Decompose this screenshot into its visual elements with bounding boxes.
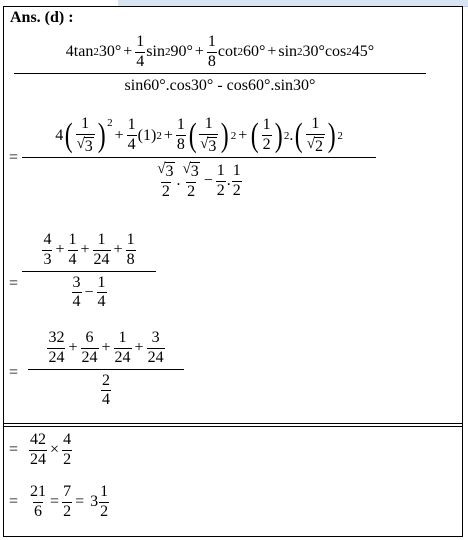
fn-sin: sin [278,43,298,61]
d: 4 [102,391,111,409]
op-plus: + [68,339,78,357]
d: 4 [127,136,136,154]
paren-left: ( [64,116,73,154]
n [156,161,175,182]
paren-right: ) [327,116,336,154]
frac-1-sqrt3 [76,116,95,155]
radicand: 2 [314,137,323,155]
d: 24 [114,348,131,366]
simplified-fraction [22,232,156,311]
frac-sqrt3-2 [182,161,201,200]
n: 1 [136,33,145,50]
op-plus: + [80,241,90,259]
n: 1 [118,329,127,346]
frac-1-4 [127,117,137,154]
frac-7-2 [62,484,72,521]
frac-1-2 [262,117,272,154]
op-plus: + [134,339,144,357]
n: 1 [126,231,135,248]
d: 3 [43,250,52,268]
paren-left: ( [188,116,197,154]
denominator-expression: sin60°.cos30° - cos60°.sin30° [124,76,316,94]
n: 21 [30,483,47,500]
op-minus: − [84,283,94,301]
common-denominator-fraction [28,330,184,409]
main-numerator: 4 tan 2 30° + $\frac{1}{4}$ sin 2 90° + $\frac{1}{8}$ cot 2 60° + sin 2 30° cos 2 45° [65,33,375,70]
n: 1 [262,116,271,134]
d: 24 [30,450,47,468]
n: 1 [81,115,90,132]
n [182,161,201,182]
d: 2 [232,181,241,199]
n: 3 [72,273,81,291]
frac-1-24 [114,330,132,367]
n: 32 [48,329,65,346]
d: 8 [126,250,135,268]
angle: 90° [170,43,193,61]
n: 1 [216,161,225,179]
frac-1-sqrt2 [306,116,325,155]
n: 1 [127,116,136,134]
n: 1 [100,483,109,500]
frac-42-24 [29,432,47,469]
frac-32-24 [47,330,65,367]
paren-right: ) [221,116,230,154]
frac-6-24 [81,330,99,367]
op-plus: + [55,241,65,259]
op-plus: + [101,339,111,357]
frac-1-2 [99,484,109,521]
n: 1 [232,161,241,179]
d: 24 [81,348,98,366]
angle: 30° [302,43,325,61]
expression-row-4 [9,330,184,409]
coef-4: 4 [65,43,74,61]
n: 1 [207,33,216,50]
equals-sign: = [9,149,19,167]
d: 6 [34,502,43,520]
paren-left: ( [250,116,259,154]
sqrt: √ 3 [76,135,93,155]
frac-1-8 [176,117,186,154]
fn-cot: cot [217,43,238,61]
d: 4 [72,293,81,311]
radicand: 3 [165,163,174,181]
n: 4 [63,431,72,448]
simplified-numerator [39,232,138,271]
paren-right: ) [97,116,106,154]
frac-1-4 [97,275,107,312]
d: 2 [187,182,196,200]
n: 42 [30,431,47,448]
sqrt: √ 2 [306,135,323,155]
n: 1 [176,116,185,134]
frac-1-8 [126,232,136,269]
n: 2 [102,371,111,389]
frac-1-24 [93,232,111,269]
frac-1-2 [232,163,242,200]
frac-2-4 [101,373,111,410]
frac-1-4 [135,34,145,71]
main-denominator [14,73,426,95]
d: 2 [161,182,170,200]
op-plus: + [194,43,204,61]
d: 24 [147,348,164,366]
frac-3-4 [72,275,82,312]
op-plus: + [163,126,173,144]
paren-one: (1) [137,126,157,144]
expression-row-1 [14,34,426,95]
mixed-whole: 3 [90,493,99,511]
frac-1-4 [68,232,78,269]
frac-1-2 [216,163,226,200]
expression-row-6 [9,484,110,521]
equals-sign: = [9,274,19,292]
d [199,134,218,156]
sqrt: √ 3 [182,161,199,181]
substituted-denominator [22,157,376,200]
frac-1-sqrt3 [199,116,218,155]
dot: . [226,172,231,190]
n: 4 [43,231,52,248]
common-denominator [28,369,184,410]
n: 1 [97,231,106,248]
frac-sqrt3-2 [156,161,175,200]
d: 4 [136,52,145,70]
frac-1-8 [207,34,217,71]
equals-sign: = [75,493,85,511]
main-fraction [14,34,426,95]
answer-heading: Ans. (d) : [10,9,74,26]
dot: . [289,126,294,144]
divider-line [3,423,463,424]
fn-tan: tan [73,43,94,61]
d [306,134,325,156]
angle: 60° [242,43,266,61]
frac-3-24 [147,330,165,367]
divider-line-2 [3,426,463,427]
expression-row-5 [9,432,73,469]
angle: 45° [351,43,375,61]
radicand: 3 [84,137,93,155]
equals-sign: = [9,363,19,381]
op-plus: + [123,43,133,61]
n: 1 [311,115,320,132]
equals-sign: = [9,493,19,511]
d: 4 [68,250,77,268]
radicand: 3 [208,137,217,155]
angle: 30° [98,43,122,61]
n: 6 [85,329,94,346]
substituted-fraction [22,116,376,201]
d: 8 [176,136,185,154]
frac-4-3 [42,232,52,269]
d: 24 [93,250,110,268]
sqrt: √ 3 [200,135,217,155]
dot: . [176,172,181,190]
sqrt: √ 3 [157,161,174,181]
d [76,134,95,156]
substituted-numerator: 4 ( 1 √ 3 ) 2 + $\frac{1}{4}$ (1) 2 + $\frac{1}{8}$ ( 1 √ 3 ) 2 + ( $\frac{1}{2}$ ) 2 . ( 1 √ 2 ) 2 [55,115,343,155]
op-plus: + [114,126,124,144]
d: 2 [216,181,225,199]
paren-left: ( [295,116,304,154]
op-times: × [50,441,60,459]
n: 7 [63,483,72,500]
d: 2 [100,502,109,520]
op-plus: + [238,126,248,144]
common-numerator [44,330,167,369]
equals-sign: = [50,493,60,511]
fn-sin: sin [146,43,165,61]
fn-cos: cos [324,43,347,61]
d: 4 [97,293,106,311]
radicand: 3 [190,163,199,181]
coef-4: 4 [55,126,64,144]
op-plus: + [267,43,277,61]
d: 2 [63,502,72,520]
op-minus: − [203,172,213,190]
n: 1 [97,273,106,291]
simplified-denominator [22,271,156,312]
d: 24 [48,348,65,366]
expression-row-3 [9,232,156,311]
n: 1 [204,115,213,132]
paren-right: ) [274,116,283,154]
n: 3 [151,329,160,346]
equals-sign: = [9,441,19,459]
d: 2 [63,450,72,468]
frac-21-6 [29,484,47,521]
d: 2 [262,136,271,154]
frac-4-2 [62,432,72,469]
expression-row-2 [9,116,376,201]
d: 8 [207,52,216,70]
op-plus: + [113,241,123,259]
n: 1 [68,231,77,248]
